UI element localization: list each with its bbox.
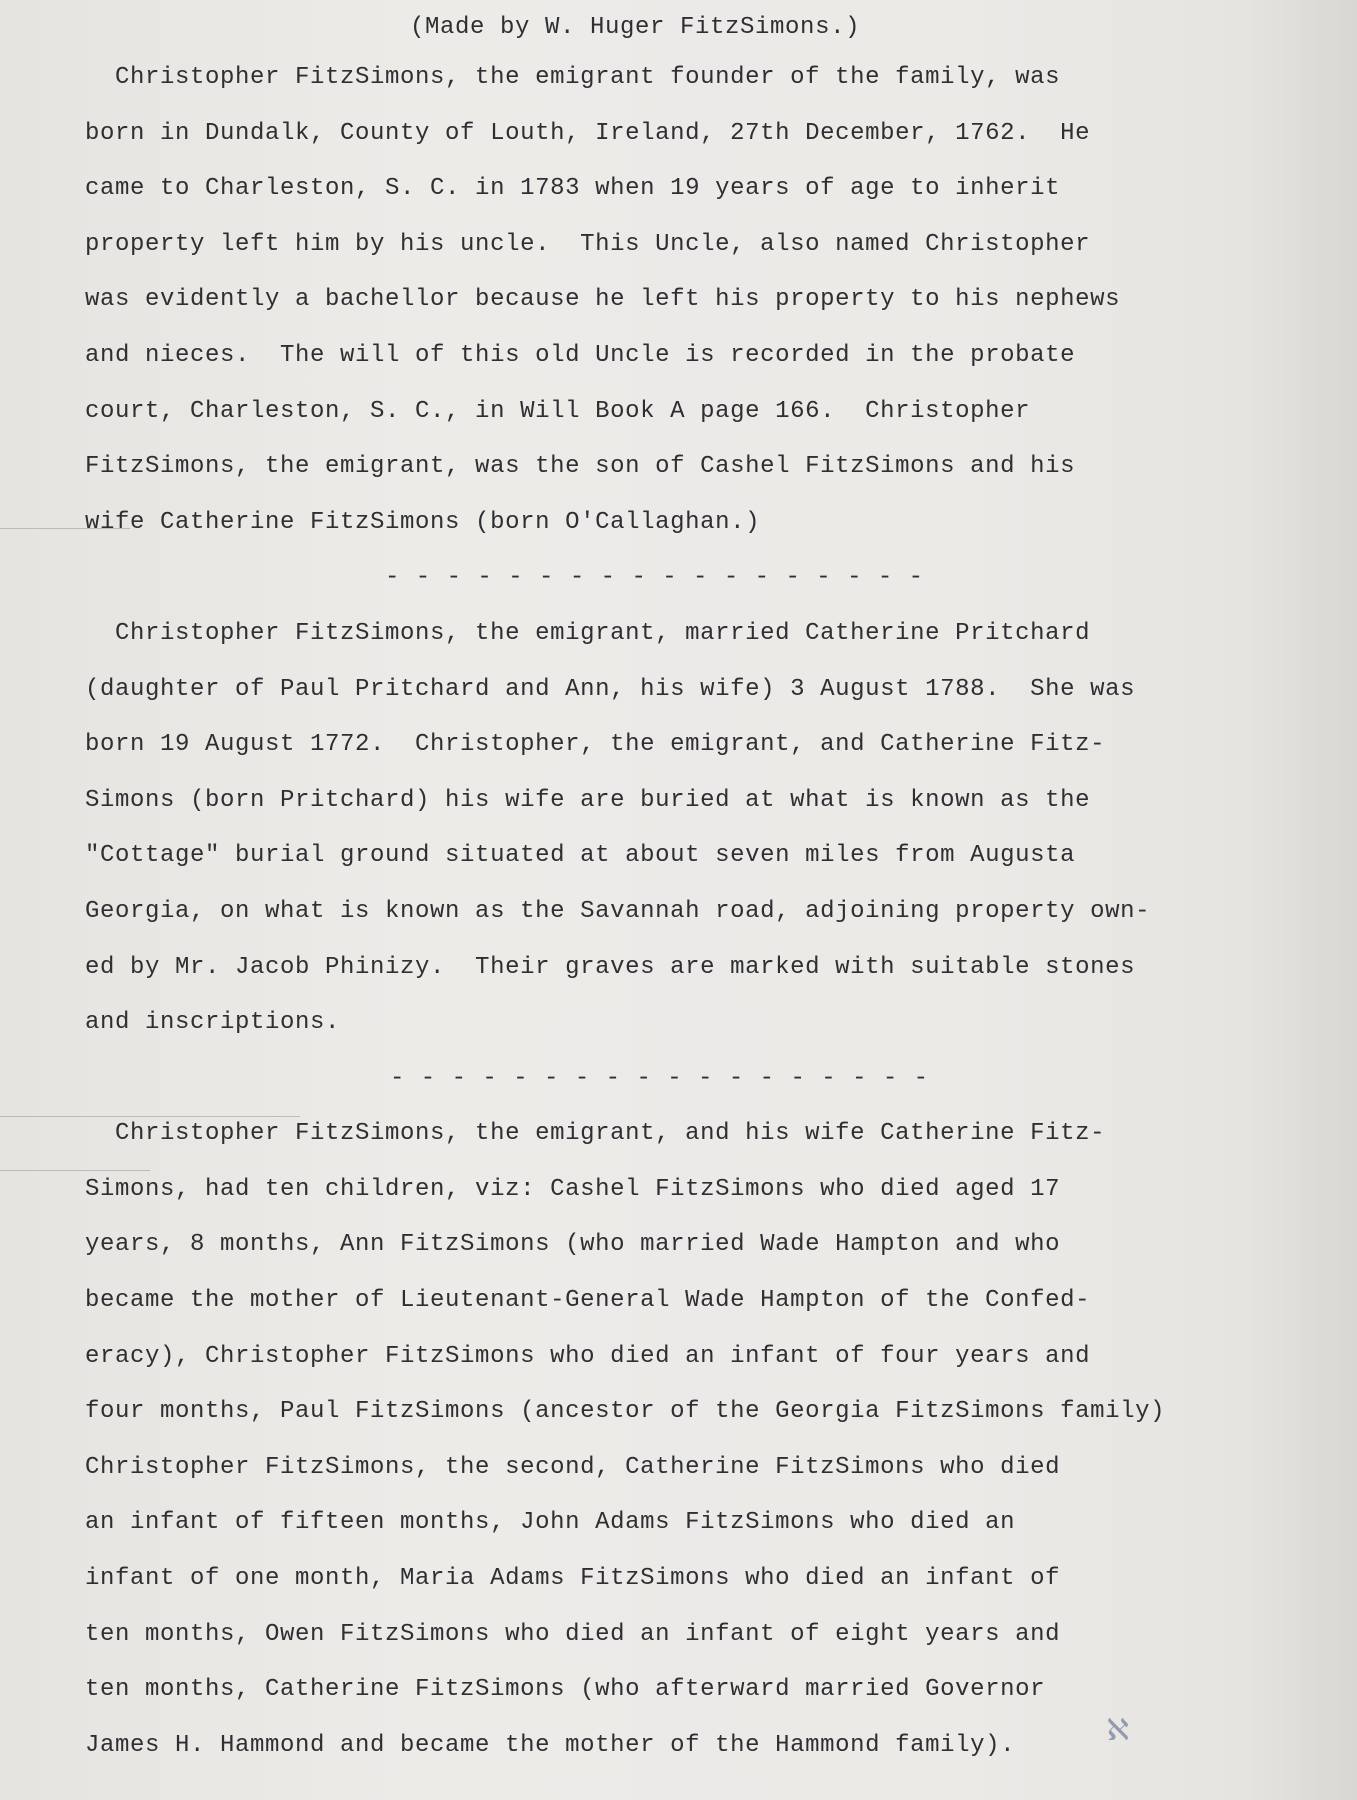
- typed-document: [85, 6, 1295, 1773]
- text-line: Christopher FitzSimons, the emigrant founder of the family, was: [85, 64, 1061, 91]
- text-line: eracy), Christopher FitzSimons who died an infant of four years and: [85, 1342, 1091, 1370]
- text-line: "Cottage" burial ground situated at about seven miles from Augusta: [85, 842, 1076, 870]
- paragraph-emigrant-origin: [85, 50, 1295, 550]
- text-line: Christopher FitzSimons, the second, Catherine FitzSimons who died: [85, 1453, 1061, 1481]
- text-line: Christopher FitzSimons, the emigrant, married Catherine Pritchard: [85, 619, 1091, 647]
- text-line: Simons, had ten children, viz: Cashel FitzSimons who died aged 17: [85, 1175, 1061, 1203]
- text-line: Christopher FitzSimons, the emigrant, and his wife Catherine Fitz-: [85, 1120, 1106, 1148]
- text-line: born 19 August 1772. Christopher, the emigrant, and Catherine Fitz-: [85, 731, 1106, 759]
- text-line: James H. Hammond and became the mother of the Hammond family).: [85, 1731, 1016, 1759]
- text-line: came to Charleston, S. C. in 1783 when 19 years of age to inherit: [85, 175, 1061, 203]
- text-line: Georgia, on what is known as the Savannah road, adjoining property own-: [85, 897, 1151, 925]
- text-line: ten months, Catherine FitzSimons (who afterward married Governor: [85, 1676, 1046, 1704]
- text-line: wife Catherine FitzSimons (born O'Callaghan.): [85, 508, 761, 536]
- text-line: and nieces. The will of this old Uncle is recorded in the probate: [85, 341, 1076, 369]
- paragraph-children: [85, 1106, 1295, 1773]
- text-line: court, Charleston, S. C., in Will Book A page 166. Christopher: [85, 397, 1031, 425]
- text-line: and inscriptions.: [85, 1009, 341, 1037]
- section-separator: - - - - - - - - - - - - - - - - - -: [385, 564, 925, 592]
- pencil-mark: ℵ: [1106, 1713, 1129, 1748]
- text-line: born in Dundalk, County of Louth, Ireland, 27th December, 1762. He: [85, 119, 1091, 147]
- text-line: (daughter of Paul Pritchard and Ann, his wife) 3 August 1788. She was: [85, 675, 1136, 703]
- text-line: Simons (born Pritchard) his wife are buried at what is known as the: [85, 786, 1091, 814]
- text-line: was evidently a bachellor because he left his property to his nephews: [85, 286, 1121, 314]
- text-line: FitzSimons, the emigrant, was the son of Cashel FitzSimons and his: [85, 453, 1076, 481]
- text-line: ten months, Owen FitzSimons who died an infant of eight years and: [85, 1620, 1061, 1648]
- section-separator: - - - - - - - - - - - - - - - - - -: [390, 1064, 930, 1092]
- paragraph-marriage: [85, 606, 1295, 1051]
- text-line: property left him by his uncle. This Uncle, also named Christopher: [85, 230, 1091, 258]
- document-heading: (Made by W. Huger FitzSimons.): [410, 14, 861, 41]
- text-line: years, 8 months, Ann FitzSimons (who married Wade Hampton and who: [85, 1231, 1061, 1259]
- text-line: four months, Paul FitzSimons (ancestor of the Georgia FitzSimons family): [85, 1398, 1166, 1426]
- text-line: ed by Mr. Jacob Phinizy. Their graves are marked with suitable stones: [85, 953, 1136, 981]
- text-line: an infant of fifteen months, John Adams FitzSimons who died an: [85, 1509, 1016, 1537]
- text-line: infant of one month, Maria Adams FitzSimons who died an infant of: [85, 1565, 1061, 1593]
- text-line: became the mother of Lieutenant-General Wade Hampton of the Confed-: [85, 1287, 1091, 1315]
